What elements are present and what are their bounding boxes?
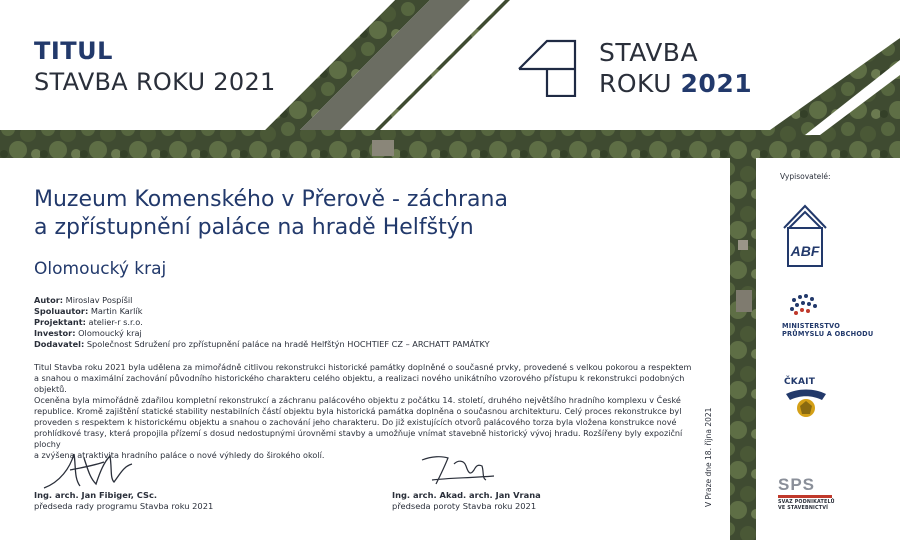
signature-vrana-icon <box>418 450 498 490</box>
ministry-logo <box>782 292 873 338</box>
credit-row: Investor: Olomoucký kraj <box>34 328 142 338</box>
signatory-role: předseda poroty Stavba roku 2021 <box>392 501 537 511</box>
credit-row: Spoluautor: Martin Karlík <box>34 306 143 316</box>
signatory-name: Ing. arch. Akad. arch. Jan Vrana <box>392 490 541 500</box>
ministry-globe-icon <box>782 292 822 318</box>
ckait-logo <box>784 378 828 424</box>
project-title-line2: a zpřístupnění paláce na hradě Helfštýn <box>34 215 474 240</box>
body-line: a snahou o maximální zachování původního historického charakteru celého objektu, a realizaci nového unikátního vzorového přístupu k rekonstrukci podobných objektů. <box>34 373 685 394</box>
signature-block-1 <box>34 490 213 512</box>
sps-line2: VE STAVEBNICTVÍ <box>778 506 829 511</box>
abf-text: ABF <box>790 243 820 259</box>
body-line: a zvýšena atraktivita hradního paláce o nové výhledy do širokého okolí. <box>34 450 325 460</box>
ministry-line2: PRŮMYSLU A OBCHODU <box>782 330 874 338</box>
award-subtitle: STAVBA ROKU 2021 <box>34 68 276 96</box>
body-line: Oceněna byla mimořádně zdařilou kompletní rekonstrukcí a záchranu palácového objektu z počátku 14. století, druhého největšího hradního komplexu v České <box>34 395 681 405</box>
brand-year: 2021 <box>680 69 753 98</box>
signatory-role: předseda rady programu Stavba roku 2021 <box>34 501 214 511</box>
sps-red-bar <box>778 495 832 498</box>
abf-logo <box>780 200 830 274</box>
sponsors-heading: Vypisovatelé: <box>780 172 831 181</box>
stavba-roku-brand <box>517 38 752 100</box>
award-justification <box>34 362 699 461</box>
award-title: TITUL <box>34 37 113 65</box>
body-line: Titul Stavba roku 2021 byla udělena za mimořádně citlivou rekonstrukci historické památky doplněné o současné prvky, provedené s velkou pokorou a respektem <box>34 362 692 372</box>
body-line: republice. Kromě zajištění statické stability nestabilních částí objektu byla historická památka doplněna o současnou architekturu. Celý proces rekonstrukce byl <box>34 406 682 416</box>
body-line: prohlídkové trasy, která propojila přízemí s dosud nedostupnými úrovněmi stavby a umožňuje vnímat stavebně historický vývoj hradu. Rozšířeny byly expoziční plochy <box>34 428 683 449</box>
sps-line1: SVAZ PODNIKATELŮ <box>778 500 835 505</box>
credit-row: Projektant: atelier-r s.r.o. <box>34 317 143 327</box>
award-heading <box>34 36 276 98</box>
issue-date: V Praze dne 18. října 2021 <box>704 407 713 507</box>
brand-line2 <box>599 68 752 100</box>
credit-row: Autor: Miroslav Pospíšil <box>34 295 133 305</box>
signature-fibiger-icon <box>40 448 150 493</box>
project-title <box>34 186 714 242</box>
project-title-line1: Muzeum Komenského v Přerově - záchrana <box>34 187 508 212</box>
brand-word: ROKU <box>599 69 673 98</box>
credit-row: Dodavatel: Společnost Sdružení pro zpřístupnění paláce na hradě Helfštýn HOCHTIEF CZ – ARCHATT PAMÁTKY <box>34 339 490 349</box>
ckait-emblem-icon <box>784 386 828 420</box>
brand-line1: STAVBA <box>599 38 699 67</box>
signature-block-2 <box>392 490 541 512</box>
sps-text: SPS <box>778 475 816 494</box>
abf-house-icon <box>780 200 830 270</box>
stavba-roku-logo-icon <box>517 39 577 97</box>
signatory-name: Ing. arch. Jan Fibiger, CSc. <box>34 490 158 500</box>
ckait-text: ČKAIT <box>784 377 816 387</box>
project-region: Olomoucký kraj <box>34 259 167 279</box>
ministry-line1: MINISTERSTVO <box>782 322 841 330</box>
body-line: proveden s respektem k historickému objektu a snahou o zachování jeho charakteru. Do již existujících otvorů palácového torza byla vložena konstrukce nové <box>34 417 677 427</box>
credits-list <box>34 295 490 350</box>
sps-logo <box>778 476 835 512</box>
